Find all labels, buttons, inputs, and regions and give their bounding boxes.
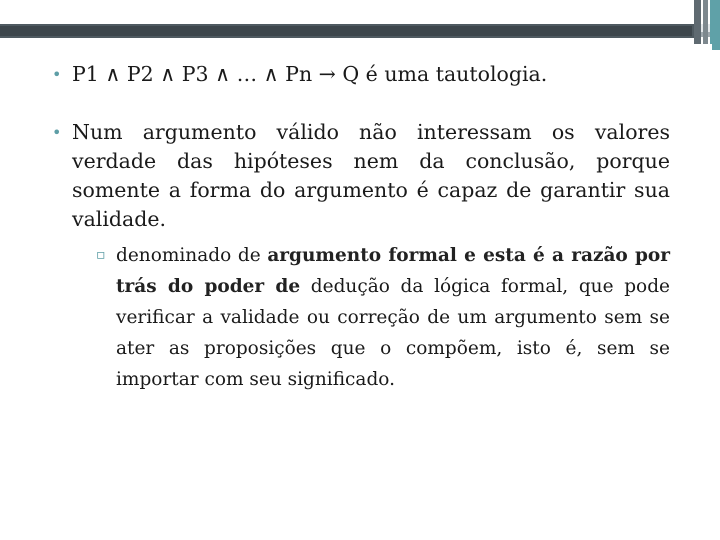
corner-decoration-b	[703, 0, 708, 44]
sub-bullet-prefix: denominado de	[116, 245, 268, 266]
bullet-text: Num argumento válido não interessam os valores verdade das hipóteses nem da conclusão, porque somente a forma do argumento é capaz de garantir sua validade.	[72, 120, 670, 231]
corner-decoration-c	[710, 0, 720, 44]
bar-darker-stripe	[0, 26, 692, 36]
bullet-dot-icon: •	[52, 65, 62, 84]
sub-bullet-emphasis: argumento formal e esta é a razão por trás do poder de	[116, 245, 671, 297]
sub-bullet-suffix: dedução da lógica formal, que pode verificar a validade ou correção de um argumento sem se ater as proposições que o compõem, isto é, sem se importar com seu significado.	[116, 276, 670, 390]
sub-bullet-formal-argument	[96, 240, 670, 395]
bullet-tautology	[52, 60, 670, 89]
corner-decoration-d	[712, 42, 720, 50]
square-bullet-icon: ▫	[96, 247, 106, 263]
bullet-dot-icon: •	[52, 123, 62, 142]
top-decorative-bar	[0, 0, 720, 44]
corner-decoration-a	[694, 0, 701, 44]
bullet-argument-validity	[52, 118, 670, 395]
bullet-text: P1 ∧ P2 ∧ P3 ∧ … ∧ Pn → Q é uma tautologia.	[72, 62, 548, 86]
slide-content	[52, 60, 670, 395]
